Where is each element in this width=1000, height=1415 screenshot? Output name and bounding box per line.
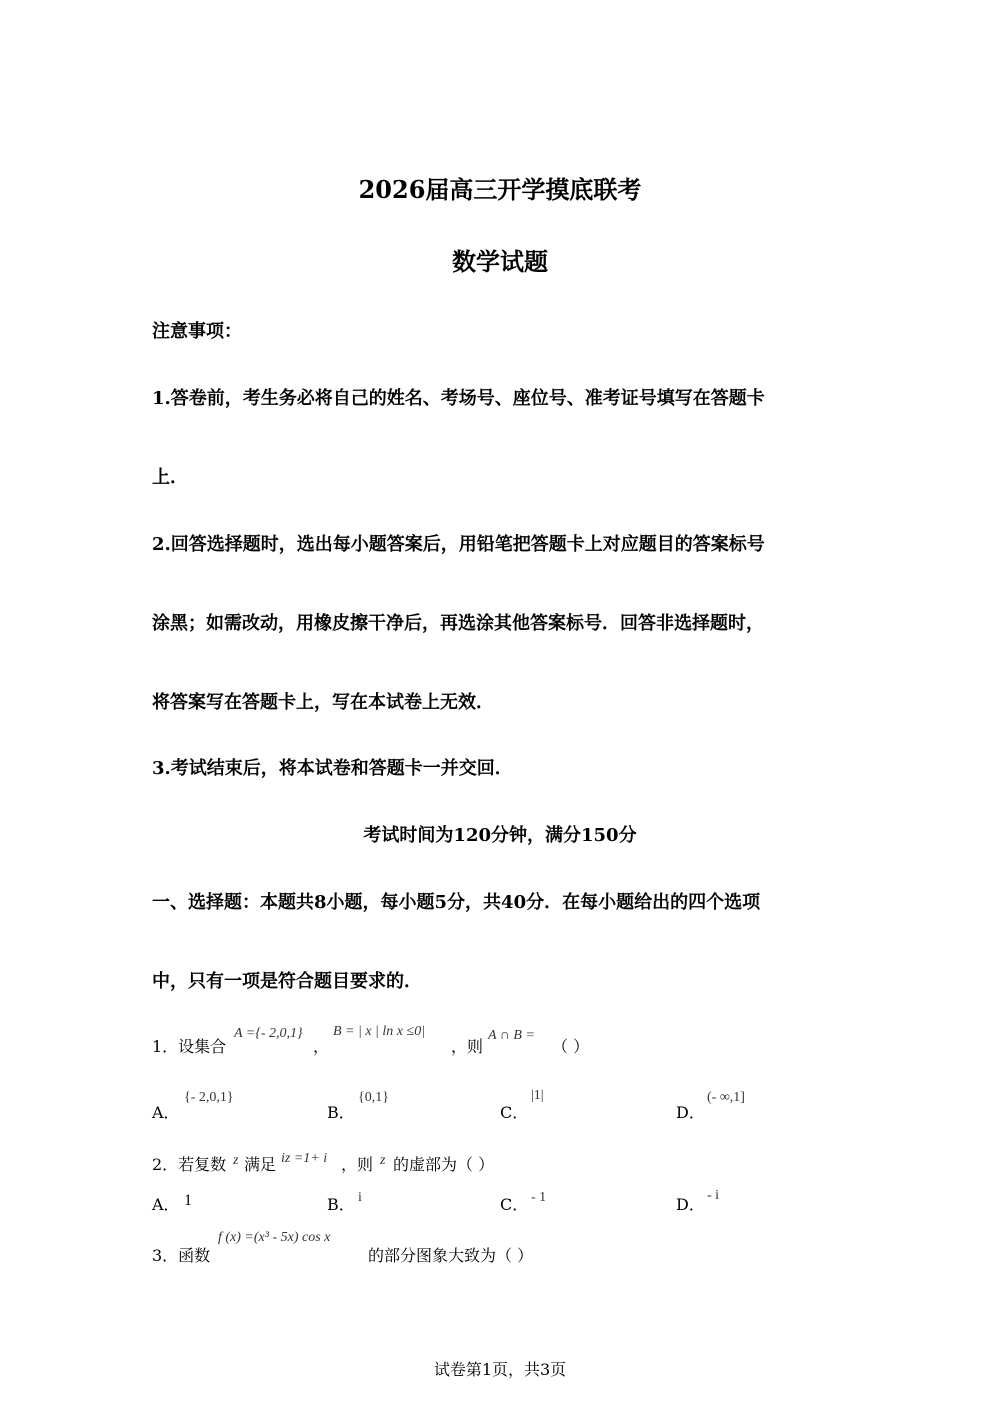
question-2-var: z: [380, 1153, 386, 1168]
exam-info: 考试时间为120分钟，满分150分: [363, 825, 637, 846]
question-2-equation: iz =1+ i: [281, 1151, 328, 1166]
option-value: i: [358, 1190, 362, 1205]
question-2-then: ，则: [341, 1155, 374, 1174]
option-label: D．: [676, 1195, 705, 1214]
option-value: 1: [184, 1192, 192, 1209]
question-1-prefix: 1．设集合: [152, 1037, 227, 1056]
option-value: (- ∞,1]: [707, 1090, 745, 1105]
question-1-then: ，则: [451, 1037, 484, 1056]
notice-line: 上．: [152, 467, 188, 488]
question-3-prefix: 3．函数: [152, 1246, 211, 1265]
option-value: {- 2,0,1}: [184, 1090, 234, 1105]
option-value: - i: [707, 1188, 720, 1203]
section-heading: 一、选择题：本题共8小题，每小题5分，共40分．在每小题给出的四个选项: [152, 892, 761, 913]
notice-heading: 注意事项：: [152, 321, 242, 342]
question-1-paren: （ ）: [552, 1037, 590, 1056]
notice-line: 3.考试结束后，将本试卷和答题卡一并交回．: [152, 758, 513, 779]
question-2-mid: 满足: [244, 1155, 277, 1174]
option-value: - 1: [531, 1190, 547, 1205]
exam-title: 2026届高三开学摸底联考: [358, 175, 642, 204]
option-label: B．: [327, 1103, 355, 1122]
question-3-function: f (x) =(x³ - 5x) cos x: [218, 1230, 331, 1245]
option-label: D．: [676, 1103, 705, 1122]
exam-subtitle: 数学试题: [452, 247, 548, 276]
question-1-set-a: A ={- 2,0,1}: [234, 1026, 303, 1041]
option-label: A．: [152, 1103, 180, 1122]
question-2-prefix: 2．若复数: [152, 1155, 227, 1174]
option-value: {0,1}: [358, 1090, 389, 1105]
option-label: C．: [500, 1195, 529, 1214]
notice-line: 2.回答选择题时，选出每小题答案后，用铅笔把答题卡上对应题目的答案标号: [152, 534, 765, 555]
section-heading: 中，只有一项是符合题目要求的．: [152, 971, 422, 992]
question-1-expression: A ∩ B =: [488, 1028, 535, 1043]
notice-line: 1.答卷前，考生务必将自己的姓名、考场号、座位号、准考证号填写在答题卡: [152, 388, 765, 409]
option-label: B．: [327, 1195, 355, 1214]
option-label: C．: [500, 1103, 529, 1122]
notice-line: 涂黑；如需改动，用橡皮擦干净后，再选涂其他答案标号．回答非选择题时，: [152, 613, 764, 634]
notice-line: 将答案写在答题卡上，写在本试卷上无效．: [152, 692, 494, 713]
page-footer: 试卷第1页，共3页: [433, 1360, 567, 1379]
question-1-set-b: B = | x | ln x ≤0|: [333, 1024, 426, 1039]
question-2-var: z: [233, 1153, 239, 1168]
option-value: |1|: [531, 1088, 544, 1103]
question-1-comma: ，: [313, 1037, 330, 1056]
option-label: A．: [152, 1195, 180, 1214]
question-3-tail: 的部分图象大致为（ ）: [368, 1246, 534, 1265]
question-2-tail: 的虚部为（ ）: [393, 1155, 495, 1174]
